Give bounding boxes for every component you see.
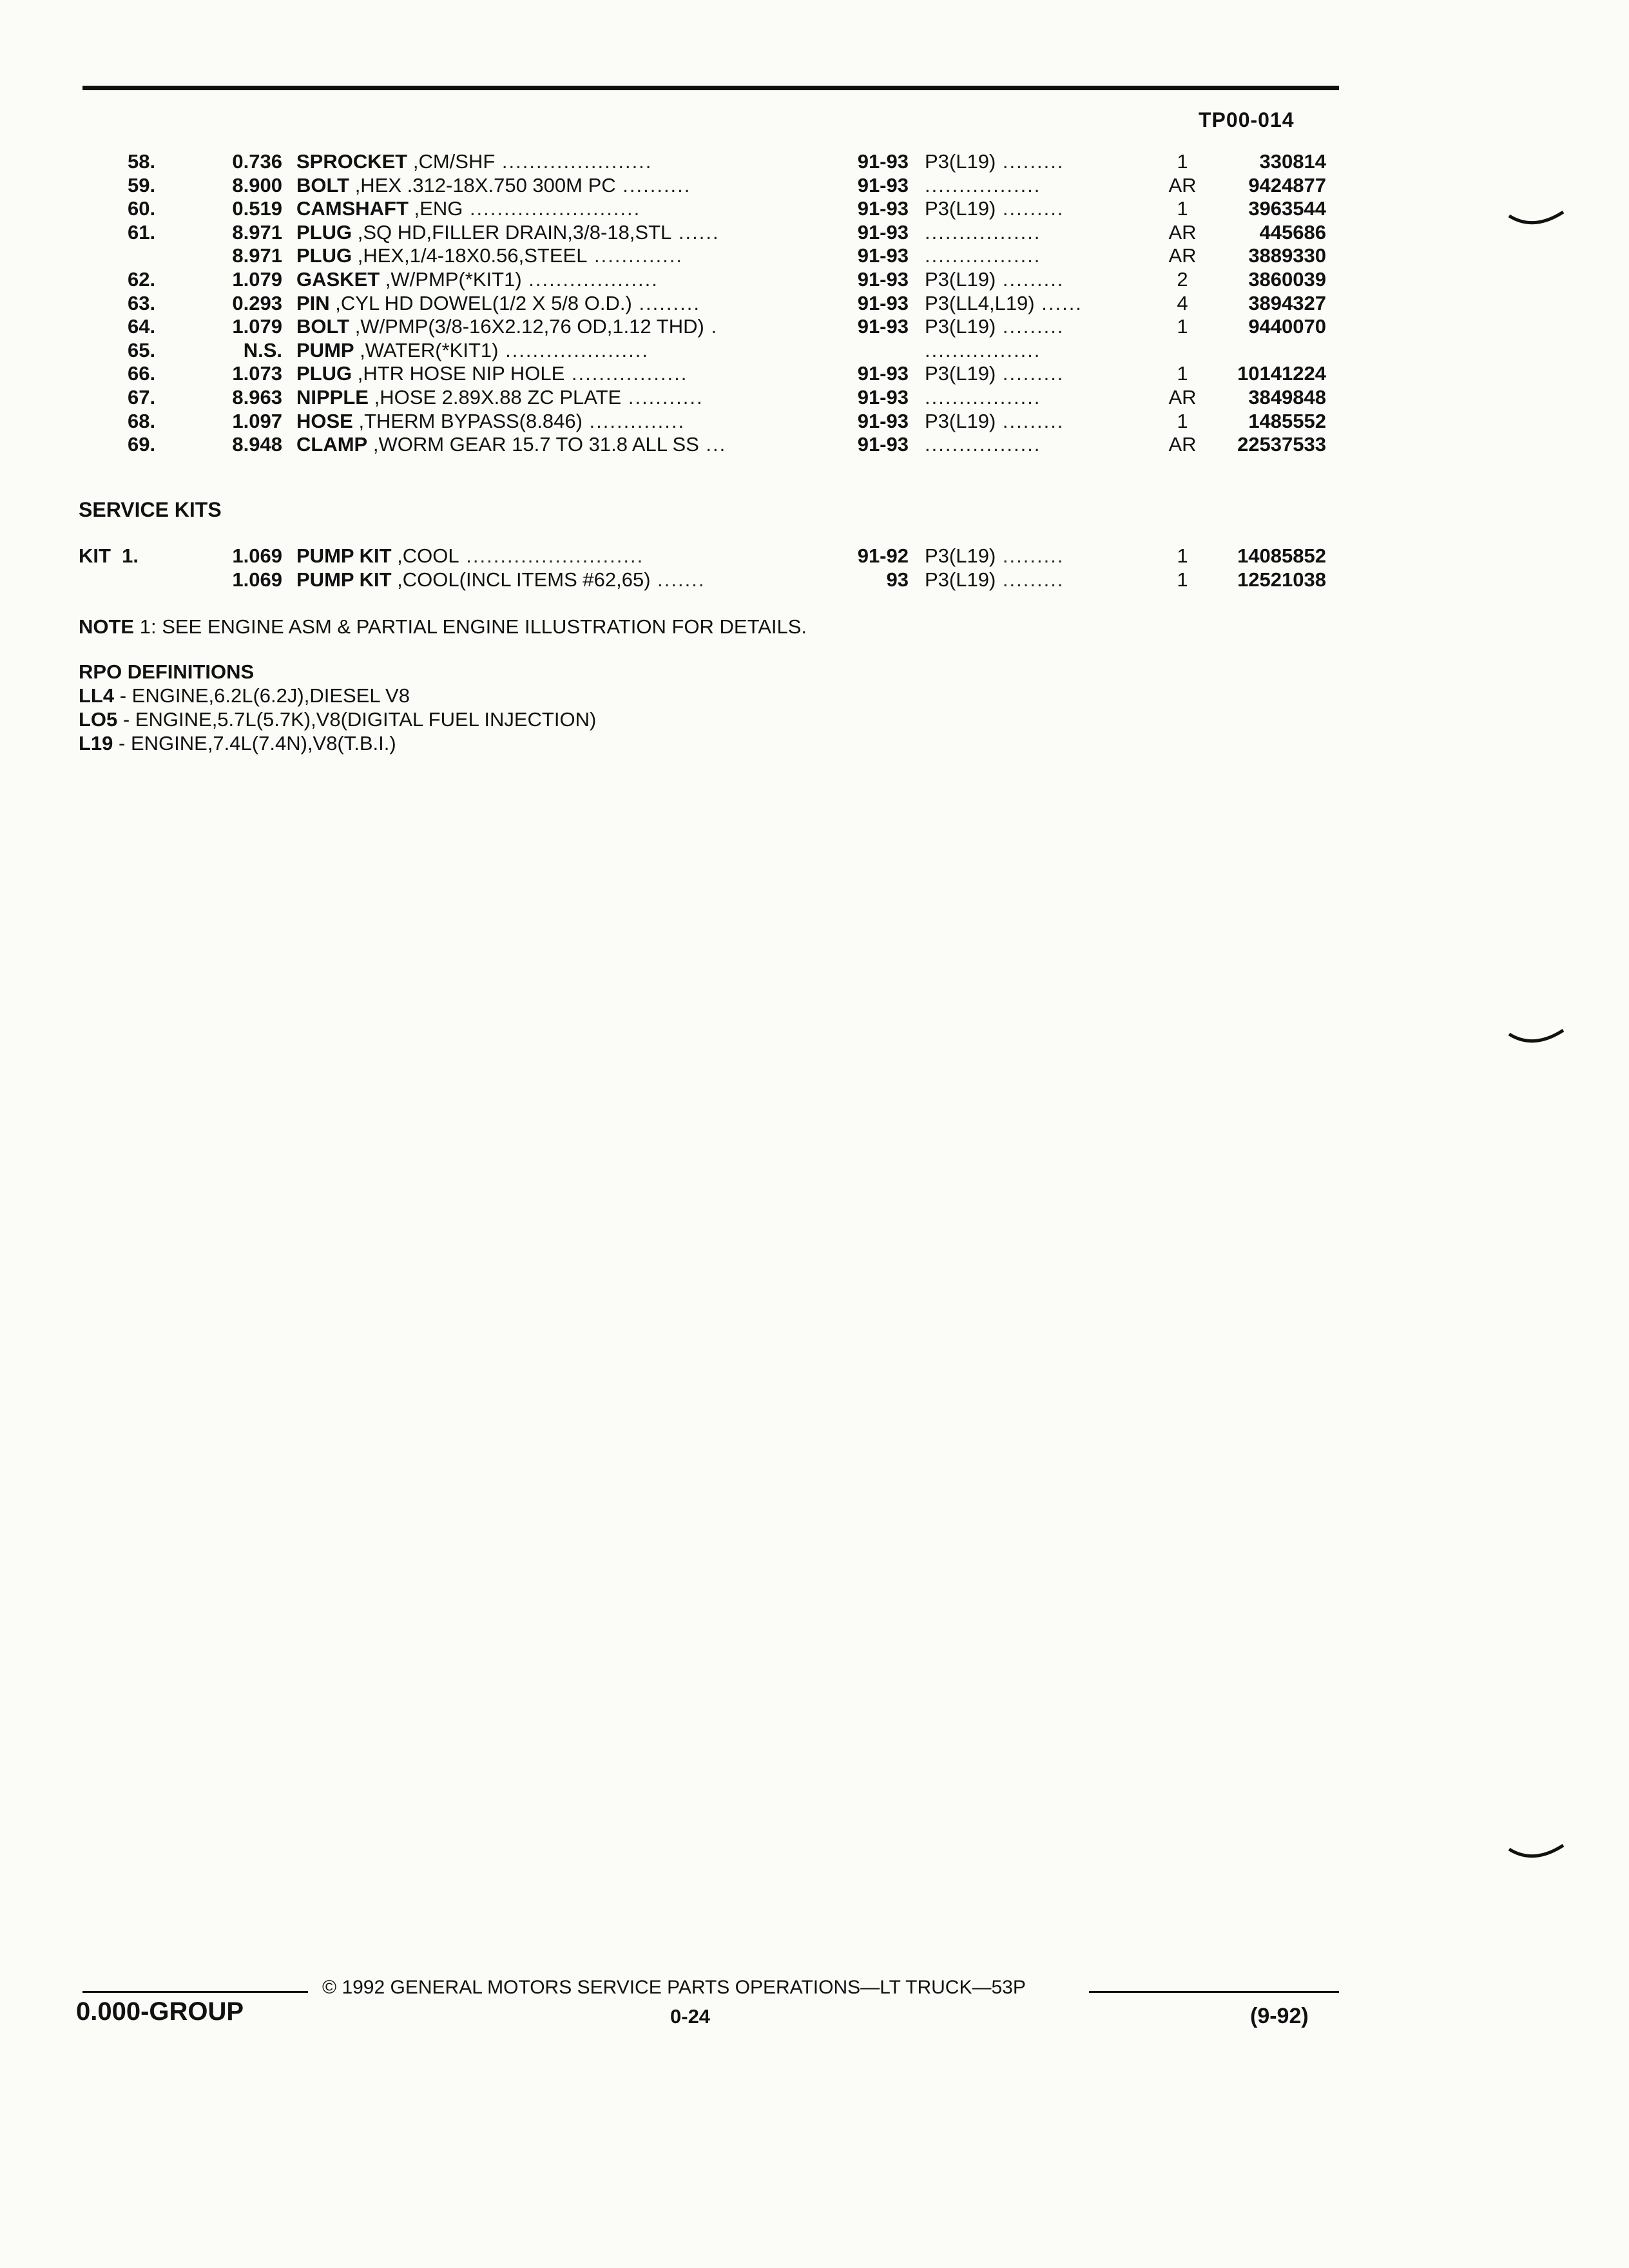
- rpo-code: P3(L19): [925, 315, 996, 338]
- quantity: AR: [1168, 244, 1197, 267]
- rpo-definition-text: - ENGINE,7.4L(7.4N),V8(T.B.I.): [113, 732, 396, 754]
- group-number: 1.069: [232, 544, 282, 567]
- rpo-code: P3(L19): [925, 268, 996, 291]
- quantity: 2: [1177, 268, 1188, 291]
- part-description: [296, 268, 851, 291]
- model-years: 91-93: [857, 409, 909, 432]
- binder-hole-mark-middle: [1508, 1028, 1566, 1053]
- description-leader: ..........................: [459, 544, 644, 567]
- part-number: 3889330: [1248, 244, 1326, 267]
- rpo-leader: .................: [925, 386, 1041, 408]
- quantity: 1: [1177, 315, 1188, 338]
- rpo-definition: [79, 684, 410, 707]
- description-leader: ......: [671, 220, 720, 244]
- part-name: BOLT: [296, 173, 350, 197]
- description-leader: .........................: [463, 197, 641, 220]
- rpo-codes: [925, 292, 1131, 315]
- rpo-codes: [925, 410, 1131, 433]
- quantity: AR: [1168, 173, 1197, 197]
- rpo-leader: .................: [925, 220, 1041, 244]
- model-years: 93: [886, 568, 909, 591]
- rpo-codes: [925, 433, 1131, 456]
- rpo-definition-code: L19: [79, 732, 113, 754]
- part-detail: ,HEX .312-18X.750 300M PC: [349, 173, 616, 197]
- part-description: [296, 433, 851, 456]
- model-years: 91-93: [857, 173, 909, 197]
- part-description: [296, 221, 851, 244]
- part-detail: ,THERM BYPASS(8.846): [352, 409, 583, 432]
- group-number: 8.971: [232, 244, 282, 267]
- part-number: 22537533: [1237, 433, 1326, 456]
- quantity: 1: [1177, 362, 1188, 385]
- description-leader: ......................: [495, 150, 653, 173]
- part-description: [296, 244, 851, 267]
- model-years: 91-93: [857, 150, 909, 173]
- group-number: 1.079: [232, 315, 282, 338]
- rpo-code: P3(L19): [925, 568, 996, 591]
- rpo-codes: [925, 339, 1131, 362]
- rpo-definition-text: - ENGINE,6.2L(6.2J),DIESEL V8: [114, 684, 410, 707]
- part-description: [296, 544, 851, 568]
- part-detail: ,HEX,1/4-18X0.56,STEEL: [352, 244, 588, 267]
- rpo-definition-code: LO5: [79, 708, 118, 731]
- model-years: 91-93: [857, 268, 909, 291]
- group-number: 0.293: [232, 291, 282, 314]
- part-description: [296, 150, 851, 173]
- rpo-codes: [925, 244, 1131, 267]
- item-number: 58.: [128, 150, 156, 173]
- part-description: [296, 568, 851, 591]
- item-number: 68.: [128, 409, 156, 432]
- part-number: 9424877: [1248, 173, 1326, 197]
- model-years: 91-93: [857, 220, 909, 244]
- model-years: 91-93: [857, 315, 909, 338]
- description-leader: ...................: [521, 268, 659, 291]
- part-description: [296, 292, 851, 315]
- rpo-leader: .................: [925, 433, 1041, 456]
- part-detail: ,ENG: [408, 197, 463, 220]
- footer-date: (9-92): [1250, 2004, 1309, 2028]
- rpo-leader: .................: [925, 338, 1041, 361]
- group-number: 8.971: [232, 220, 282, 244]
- item-number: 59.: [128, 173, 156, 197]
- quantity: 1: [1177, 544, 1188, 567]
- part-name: CLAMP: [296, 433, 368, 456]
- note-label: NOTE: [79, 615, 135, 638]
- rpo-definition-code: LL4: [79, 684, 115, 707]
- footer-copyright: © 1992 GENERAL MOTORS SERVICE PARTS OPERATIONS—LT TRUCK—53P: [322, 1977, 1026, 1998]
- rpo-code: P3(L19): [925, 150, 996, 173]
- footer-group: 0.000-GROUP: [76, 1997, 244, 2026]
- kit-number: 1.: [122, 544, 139, 567]
- quantity: AR: [1168, 220, 1197, 244]
- part-name: PLUG: [296, 220, 352, 244]
- part-name: HOSE: [296, 409, 353, 432]
- kit-label-text: KIT: [79, 544, 111, 567]
- part-name: PLUG: [296, 362, 352, 385]
- binder-hole-mark-top: [1508, 209, 1566, 235]
- model-years: 91-93: [857, 386, 909, 408]
- rpo-leader: .................: [925, 173, 1041, 197]
- binder-hole-mark-bottom: [1508, 1843, 1566, 1869]
- description-leader: ..........: [615, 173, 691, 197]
- quantity: AR: [1168, 386, 1197, 408]
- description-leader: .............: [587, 244, 684, 267]
- group-number: 1.097: [232, 409, 282, 432]
- model-years: 91-93: [857, 291, 909, 314]
- quantity: 1: [1177, 568, 1188, 591]
- quantity: 1: [1177, 409, 1188, 432]
- part-number: 3894327: [1248, 291, 1326, 314]
- service-kits-heading: SERVICE KITS: [79, 498, 222, 521]
- item-number: 64.: [128, 315, 156, 338]
- footer-rule-right: [1089, 1991, 1339, 1993]
- group-number: 1.079: [232, 268, 282, 291]
- quantity: 1: [1177, 150, 1188, 173]
- description-leader: .................: [564, 362, 688, 385]
- description-leader: ..............: [582, 409, 686, 432]
- rpo-leader: .........: [996, 315, 1065, 338]
- part-detail: ,CM/SHF: [407, 150, 496, 173]
- model-years: 91-92: [857, 544, 909, 567]
- rpo-code: P3(LL4,L19): [925, 291, 1035, 314]
- rpo-code: P3(L19): [925, 197, 996, 220]
- part-detail: ,COOL(INCL ITEMS #62,65): [391, 568, 651, 591]
- item-number: 62.: [128, 268, 156, 291]
- item-number: 60.: [128, 197, 156, 220]
- part-detail: ,HOSE 2.89X.88 ZC PLATE: [368, 386, 622, 408]
- description-leader: .: [704, 315, 718, 338]
- note: [79, 615, 807, 639]
- description-leader: ...: [699, 433, 727, 456]
- footer-rule-left: [82, 1991, 308, 1993]
- quantity: 4: [1177, 291, 1188, 314]
- rpo-leader: .........: [996, 362, 1065, 385]
- part-detail: ,W/PMP(3/8-16X2.12,76 OD,1.12 THD): [349, 315, 704, 338]
- quantity: AR: [1168, 433, 1197, 456]
- rpo-codes: [925, 150, 1131, 173]
- part-description: [296, 386, 851, 409]
- top-rule: [82, 86, 1339, 90]
- model-years: 91-93: [857, 362, 909, 385]
- rpo-leader: .................: [925, 244, 1041, 267]
- rpo-code: P3(L19): [925, 544, 996, 567]
- part-number: 9440070: [1248, 315, 1326, 338]
- part-description: [296, 410, 851, 433]
- rpo-code: P3(L19): [925, 362, 996, 385]
- kit-label: [79, 544, 139, 568]
- item-number: 65.: [128, 338, 156, 361]
- part-name: PUMP KIT: [296, 544, 392, 567]
- group-number: N.S.: [243, 338, 282, 361]
- rpo-codes: [925, 315, 1131, 338]
- part-name: SPROCKET: [296, 150, 408, 173]
- item-number: 63.: [128, 291, 156, 314]
- part-detail: ,SQ HD,FILLER DRAIN,3/8-18,STL: [352, 220, 672, 244]
- part-number: 10141224: [1237, 362, 1326, 385]
- footer-page-number: 0-24: [670, 2005, 711, 2028]
- rpo-codes: [925, 386, 1131, 409]
- part-name: GASKET: [296, 268, 380, 291]
- rpo-leader: .........: [996, 268, 1065, 291]
- rpo-definitions-heading: RPO DEFINITIONS: [79, 660, 255, 683]
- part-number: 12521038: [1237, 568, 1326, 591]
- note-text: 1: SEE ENGINE ASM & PARTIAL ENGINE ILLUSTRATION FOR DETAILS.: [134, 615, 807, 638]
- description-leader: .........: [631, 291, 700, 314]
- model-years: 91-93: [857, 244, 909, 267]
- part-description: [296, 197, 851, 220]
- item-number: 66.: [128, 362, 156, 385]
- rpo-codes: [925, 197, 1131, 220]
- rpo-leader: .........: [996, 409, 1065, 432]
- description-leader: .....................: [498, 338, 649, 361]
- part-name: PLUG: [296, 244, 352, 267]
- part-number: 445686: [1259, 220, 1326, 244]
- quantity: 1: [1177, 197, 1188, 220]
- group-number: 8.963: [232, 386, 282, 408]
- description-leader: .......: [650, 568, 706, 591]
- rpo-leader: .........: [996, 568, 1065, 591]
- rpo-definition: [79, 708, 596, 731]
- group-number: 0.519: [232, 197, 282, 220]
- part-description: [296, 174, 851, 197]
- rpo-leader: .........: [996, 544, 1065, 567]
- rpo-code: P3(L19): [925, 409, 996, 432]
- rpo-codes: [925, 544, 1131, 568]
- item-number: 67.: [128, 386, 156, 408]
- part-number: 330814: [1259, 150, 1326, 173]
- part-name: PUMP: [296, 338, 354, 361]
- part-number: 3963544: [1248, 197, 1326, 220]
- part-description: [296, 339, 851, 362]
- group-number: 1.069: [232, 568, 282, 591]
- page-code: TP00-014: [1199, 108, 1295, 131]
- rpo-codes: [925, 568, 1131, 591]
- item-number: 61.: [128, 220, 156, 244]
- part-name: PUMP KIT: [296, 568, 392, 591]
- rpo-leader: .........: [996, 150, 1065, 173]
- part-name: BOLT: [296, 315, 350, 338]
- rpo-codes: [925, 362, 1131, 385]
- part-description: [296, 315, 851, 338]
- rpo-codes: [925, 221, 1131, 244]
- group-number: 8.948: [232, 433, 282, 456]
- rpo-leader: .........: [996, 197, 1065, 220]
- rpo-codes: [925, 268, 1131, 291]
- part-detail: ,W/PMP(*KIT1): [380, 268, 522, 291]
- rpo-leader: ......: [1034, 291, 1083, 314]
- rpo-codes: [925, 174, 1131, 197]
- rpo-definition-text: - ENGINE,5.7L(5.7K),V8(DIGITAL FUEL INJECTION): [117, 708, 597, 731]
- part-number: 1485552: [1248, 409, 1326, 432]
- part-detail: ,CYL HD DOWEL(1/2 X 5/8 O.D.): [329, 291, 632, 314]
- description-leader: ...........: [621, 386, 704, 408]
- part-name: CAMSHAFT: [296, 197, 409, 220]
- part-number: 3860039: [1248, 268, 1326, 291]
- part-detail: ,WORM GEAR 15.7 TO 31.8 ALL SS: [367, 433, 699, 456]
- part-number: 14085852: [1237, 544, 1326, 567]
- model-years: 91-93: [857, 197, 909, 220]
- part-detail: ,COOL: [391, 544, 459, 567]
- model-years: 91-93: [857, 433, 909, 456]
- part-detail: ,WATER(*KIT1): [354, 338, 499, 361]
- part-detail: ,HTR HOSE NIP HOLE: [352, 362, 565, 385]
- rpo-definition: [79, 732, 396, 755]
- part-number: 3849848: [1248, 386, 1326, 408]
- item-number: 69.: [128, 433, 156, 456]
- group-number: 8.900: [232, 173, 282, 197]
- part-name: PIN: [296, 291, 330, 314]
- group-number: 0.736: [232, 150, 282, 173]
- part-description: [296, 362, 851, 385]
- part-name: NIPPLE: [296, 386, 369, 408]
- group-number: 1.073: [232, 362, 282, 385]
